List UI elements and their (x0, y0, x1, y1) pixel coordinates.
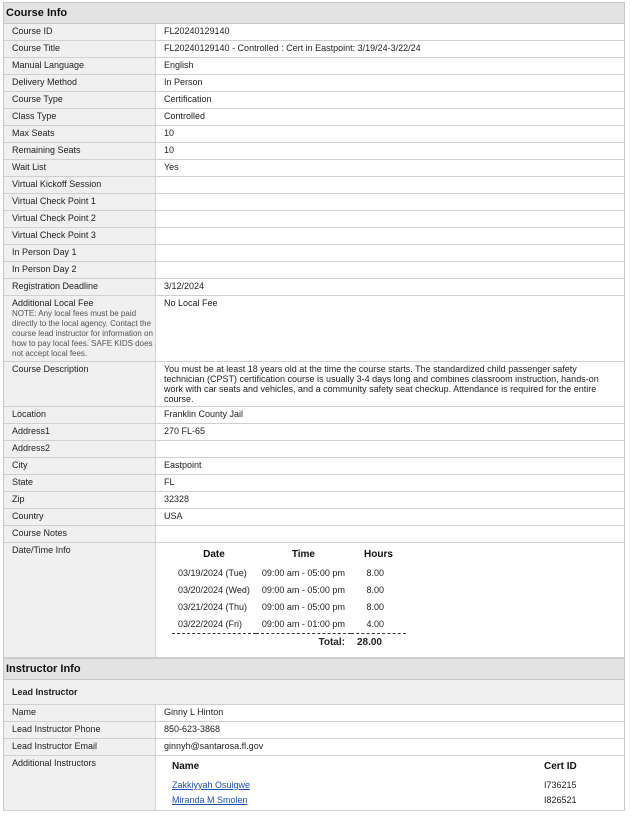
course-field-label: Virtual Check Point 3 (4, 228, 156, 244)
course-field-label: Remaining Seats (4, 143, 156, 159)
schedule-date: 03/21/2024 (Thu) (178, 602, 248, 612)
instructor-cert-id: I826521 (544, 795, 577, 805)
location-field-value (156, 526, 624, 542)
location-field-value: FL (164, 477, 175, 487)
instructor-cert-id: I736215 (544, 780, 577, 790)
local-fee-label: Additional Local Fee (12, 298, 94, 308)
location-field-label: Course Notes (4, 526, 156, 542)
course-field-row (4, 75, 624, 92)
course-field-row (4, 58, 624, 75)
instructor-name-link[interactable]: Miranda M Smolen (172, 795, 248, 805)
course-field-label: Delivery Method (4, 75, 156, 91)
course-field-label: Virtual Check Point 2 (4, 211, 156, 227)
instructor-field-row (4, 739, 624, 756)
instructor-field-value: 850-623-3868 (164, 724, 221, 734)
course-description-value: You must be at least 18 years old at the time the course starts. The standardized child passenger safety technician (CPST) certification course is usually 3-4 days long and combines classroom instruction, hands-on work with car seats and vehicles, and a community safety seat checkup. Attendance is required for the entire course. (164, 364, 599, 404)
course-field-label: Virtual Check Point 1 (4, 194, 156, 210)
instructor-field-value: Ginny L Hinton (164, 707, 224, 717)
schedule-date: 03/19/2024 (Tue) (178, 568, 247, 578)
course-info-header: Course Info (4, 2, 624, 24)
course-description-label: Course Description (4, 362, 156, 406)
instructor-field-row (4, 705, 624, 722)
course-info-rows (4, 24, 624, 296)
location-field-label: Country (4, 509, 156, 525)
instructor-field-value: ginnyh@santarosa.fl.gov (164, 741, 264, 751)
course-field-row (4, 109, 624, 126)
schedule-table (172, 549, 406, 651)
schedule-date: 03/20/2024 (Wed) (178, 585, 250, 595)
additional-instructors-label: Additional Instructors (4, 756, 156, 810)
local-fee-value: No Local Fee (164, 298, 218, 308)
datetime-label: Date/Time Info (4, 543, 156, 657)
local-fee-label-cell (4, 296, 156, 361)
course-field-row (4, 126, 624, 143)
location-field-row (4, 458, 624, 475)
course-field-label: In Person Day 1 (4, 245, 156, 261)
schedule-time: 09:00 am - 01:00 pm (261, 619, 345, 629)
additional-instructors-table (172, 761, 624, 808)
course-field-label: Class Type (4, 109, 156, 125)
additional-instructors-value (156, 756, 624, 810)
course-field-row (4, 262, 624, 279)
course-field-label: Wait List (4, 160, 156, 176)
course-field-row (4, 279, 624, 296)
schedule-time: 09:00 am - 05:00 pm (261, 585, 345, 595)
location-field-value: Eastpoint (164, 460, 202, 470)
course-field-label: Course Title (4, 41, 156, 57)
location-field-label: City (4, 458, 156, 474)
instructor-field-label: Lead Instructor Phone (4, 722, 156, 738)
course-field-value (156, 228, 624, 244)
location-field-value: 270 FL-65 (164, 426, 206, 436)
schedule-total-label: Total: (256, 634, 351, 652)
location-field-value (156, 441, 624, 457)
additional-instructor-row (172, 793, 624, 808)
schedule-hours: 8.00 (366, 585, 384, 595)
instructor-info-header: Instructor Info (4, 658, 624, 680)
course-field-value (156, 245, 624, 261)
location-field-label: Zip (4, 492, 156, 508)
course-field-value: English (164, 60, 194, 70)
course-field-label: Max Seats (4, 126, 156, 142)
course-field-value: 10 (164, 145, 175, 155)
additional-instructors-row (4, 756, 624, 811)
location-field-label: Address1 (4, 424, 156, 440)
schedule-date: 03/22/2024 (Fri) (178, 619, 243, 629)
course-field-row (4, 177, 624, 194)
course-field-value: Yes (164, 162, 179, 172)
course-description-row (4, 362, 624, 407)
location-field-label: State (4, 475, 156, 491)
schedule-total-hours: 28.00 (351, 634, 406, 652)
course-field-value: Certification (164, 94, 212, 104)
schedule-hours: 4.00 (366, 619, 384, 629)
location-field-row (4, 475, 624, 492)
datetime-value (156, 543, 624, 657)
course-field-row (4, 194, 624, 211)
course-field-value: Controlled (164, 111, 206, 121)
course-field-row (4, 41, 624, 58)
course-field-label: Manual Language (4, 58, 156, 74)
datetime-row (4, 543, 624, 658)
course-field-row (4, 160, 624, 177)
location-field-row (4, 441, 624, 458)
schedule-hours: 8.00 (366, 568, 384, 578)
schedule-hours: 8.00 (366, 602, 384, 612)
course-field-value: In Person (164, 77, 203, 87)
location-field-row (4, 492, 624, 509)
schedule-date-header: Date (203, 549, 225, 560)
instructor-field-row (4, 722, 624, 739)
course-field-label: Virtual Kickoff Session (4, 177, 156, 193)
course-field-row (4, 143, 624, 160)
instructor-name-link[interactable]: Zakkiyyah Osuigwe (172, 780, 251, 790)
course-detail-panel (3, 2, 625, 811)
schedule-row (172, 565, 406, 582)
course-field-label: Course ID (4, 24, 156, 40)
course-field-row (4, 228, 624, 245)
course-field-value: FL20240129140 - Controlled : Cert in Eastpoint: 3/19/24-3/22/24 (164, 43, 421, 53)
location-field-row (4, 407, 624, 424)
lead-instructor-header: Lead Instructor (4, 680, 624, 705)
course-field-value: 10 (164, 128, 175, 138)
local-fee-note: NOTE: Any local fees must be paid directly to the local agency. Contact the course lead instructor for information on how to pay local fees. SAFE KIDS does not accept local fees. (12, 309, 153, 358)
schedule-row (172, 616, 406, 634)
location-field-row (4, 509, 624, 526)
course-field-value: 3/12/2024 (164, 281, 205, 291)
course-field-row (4, 92, 624, 109)
location-field-value: Franklin County Jail (164, 409, 244, 419)
course-field-value (156, 194, 624, 210)
course-field-row (4, 211, 624, 228)
course-field-row (4, 245, 624, 262)
schedule-time: 09:00 am - 05:00 pm (261, 568, 345, 578)
course-field-label: Registration Deadline (4, 279, 156, 295)
location-field-value: 32328 (164, 494, 190, 504)
course-field-row (4, 24, 624, 41)
course-field-value: FL20240129140 (164, 26, 230, 36)
location-field-row (4, 526, 624, 543)
instructor-field-label: Lead Instructor Email (4, 739, 156, 755)
schedule-time: 09:00 am - 05:00 pm (261, 602, 345, 612)
course-field-value (156, 211, 624, 227)
location-field-label: Location (4, 407, 156, 423)
instructor-rows (4, 705, 624, 756)
local-fee-row (4, 296, 624, 362)
schedule-total-row (172, 634, 406, 652)
location-field-value: USA (164, 511, 183, 521)
schedule-hours-header: Hours (364, 549, 393, 560)
location-field-row (4, 424, 624, 441)
instructor-name-header: Name (172, 761, 200, 772)
course-field-label: In Person Day 2 (4, 262, 156, 278)
course-field-value (156, 262, 624, 278)
additional-instructor-row (172, 778, 624, 793)
instructor-field-label: Name (4, 705, 156, 721)
course-field-label: Course Type (4, 92, 156, 108)
location-rows (4, 407, 624, 543)
instructor-cert-header: Cert ID (544, 761, 577, 772)
schedule-row (172, 599, 406, 616)
schedule-row (172, 582, 406, 599)
location-field-label: Address2 (4, 441, 156, 457)
course-field-value (156, 177, 624, 193)
schedule-time-header: Time (291, 549, 315, 560)
